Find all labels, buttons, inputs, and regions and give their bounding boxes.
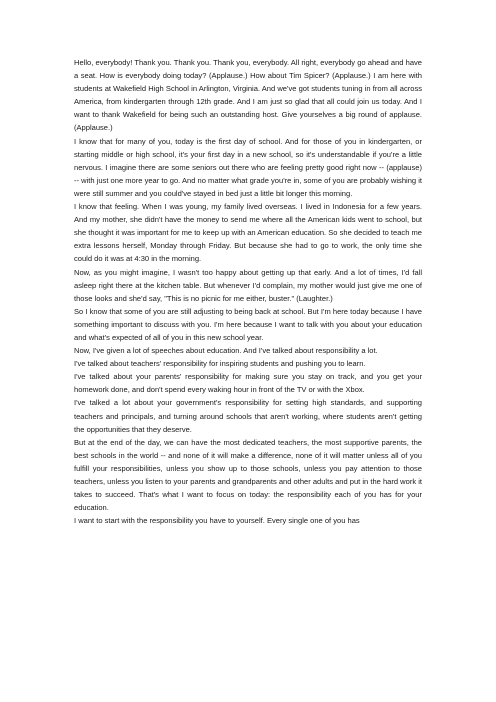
paragraph-indonesia: I know that feeling. When I was young, my family lived overseas. I lived in Indonesia for a few years. And my mother, she didn't have the money to send me where all the American kids went to school, but she thought it was important for me to keep up with an American education. So she decided to teach me extra lessons herself, Monday through Friday. But because she had to go to work, the only time she could do it was at 4:30 in the morning.: [74, 202, 422, 264]
document-page: [74, 56, 422, 527]
paragraph-teachers: I've talked about teachers' responsibility for inspiring students and pushing you to learn.: [74, 359, 366, 369]
paragraph-early-mornings: Now, as you might imagine, I wasn't too happy about getting up that early. And a lot of times, I'd fall asleep right there at the kitchen table. But whenever I'd complain, my mother would just give me one of those looks and she'd say, "This is no picnic for me either, buster." (Laughter.): [74, 267, 422, 303]
paragraph-end-of-day: But at the end of the day, we can have the most dedicated teachers, the most supportive parents, the best schools in the world -- and none of it will make a difference, none of it will matter unless all of you fulfill your responsibilities, unless you show up to those schools, unless you pay attention to those teachers, unless you listen to your parents and grandparents and other adults and put in the hard work it takes to succeed. That's what I want to focus on today: the responsibility each of you has for your education.: [74, 437, 422, 513]
paragraph-parents: I've talked about your parents' responsibility for making sure you stay on track, and you get your homework done, and don't spend every waking hour in front of the TV or with the Xbox.: [74, 372, 422, 395]
paragraph-purpose: So I know that some of you are still adjusting to being back at school. But I'm here today because I have something important to discuss with you. I'm here because I want to talk with you about your education and what's expected of all of you in this new school year.: [74, 306, 422, 342]
paragraph-speeches: Now, I've given a lot of speeches about education. And I've talked about responsibility a lot.: [74, 346, 378, 356]
paragraph-first-day: I know that for many of you, today is the first day of school. And for those of you in kindergarten, or starting middle or high school, it's your first day in a new school, so it's understandable if you're a little nervous. I imagine there are some seniors out there who are feeling pretty good right now -- (applause) -- with just one more year to go. And no matter what grade you're in, some of you are probably wishing it were still summer and you could've stayed in bed just a little bit longer this morning.: [74, 136, 422, 198]
paragraph-government: I've talked a lot about your government's responsibility for setting high standards, and supporting teachers and principals, and turning around schools that aren't working, where students aren't getting the opportunities that they deserve.: [74, 398, 422, 434]
paragraph-responsibility-self: I want to start with the responsibility you have to yourself. Every single one of you has: [74, 516, 360, 526]
paragraph-greeting: Hello, everybody! Thank you. Thank you. Thank you, everybody. All right, everybody go ahead and have a seat. How is everybody doing today? (Applause.) How about Tim Spicer? (Applause.) I am here with students at Wakefield High School in Arlington, Virginia. And we've got students tuning in from all across America, from kindergarten through 12th grade. And I am just so glad that all could join us today. And I want to thank Wakefield for being such an outstanding host. Give yourselves a big round of applause. (Applause.): [74, 58, 422, 133]
